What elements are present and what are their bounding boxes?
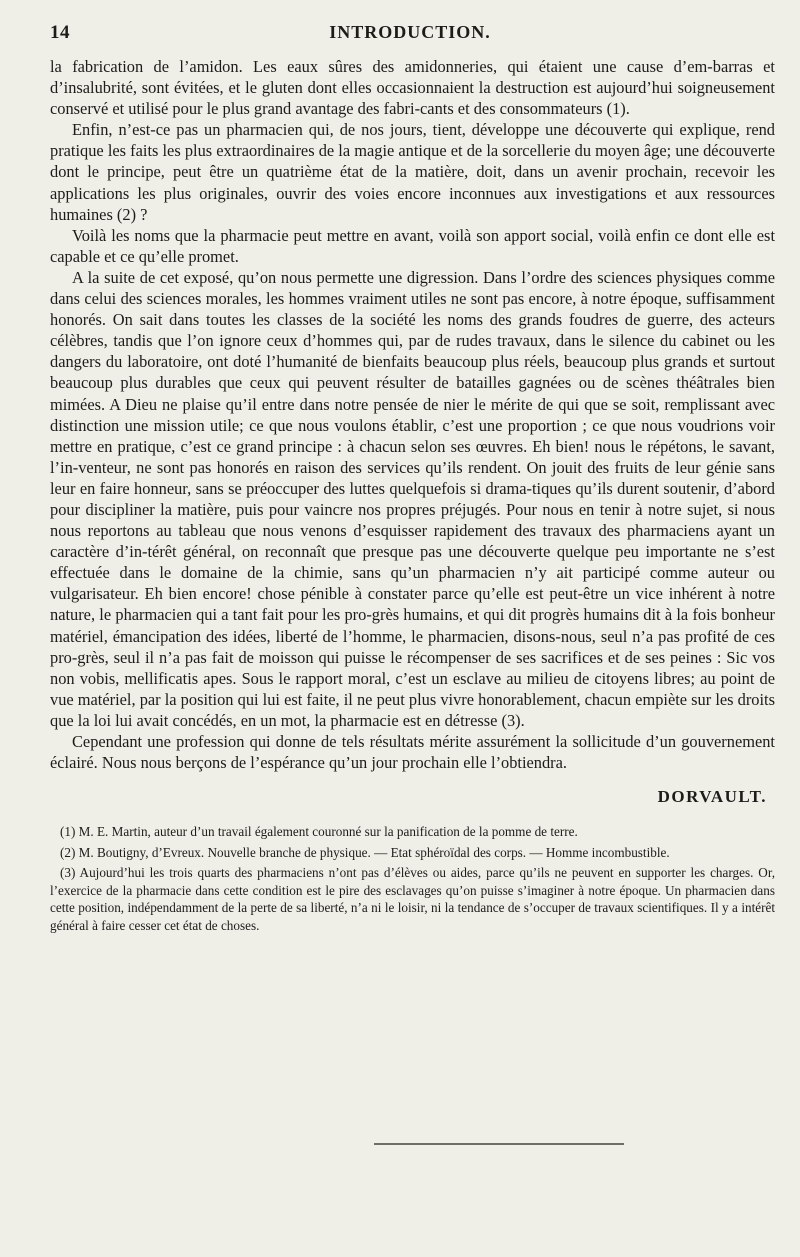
paragraph: Enfin, n’est-ce pas un pharmacien qui, de nos jours, tient, développe une découverte qui explique, rend pratique les faits les plus extraordinaires de la magie antique et de la sorcellerie du moyen âge; une découverte dont le principe, peut être un quatrième état de la matière, doit, dans un avenir prochain, recevoir les applications les plus originales, ouvrir des voies encore inconnues aux investigations et aux ressources humaines (2) ? [50, 120, 775, 224]
running-title: INTRODUCTION. [329, 22, 491, 42]
footnotes [50, 823, 775, 934]
paragraph: la fabrication de l’amidon. Les eaux sûres des amidonneries, qui étaient une cause d’em-barras et d’insalubrité, sont évitées, et le gluten dont elles occasionnaient la destruction est aujourd’hui soigneusement conservé et utilisé pour le plus grand avantage des fabri-cants et des consommateurs (1). [50, 57, 775, 119]
main-text [50, 56, 775, 937]
closing-rule [374, 1143, 624, 1145]
footnote: (3) Aujourd’hui les trois quarts des pharmaciens n’ont pas d’élèves ou aides, parce qu’ils ne peuvent en supporter les charges. Or, l’exercice de la pharmacie dans cette condition est le pire des esclavages qu’on puisse s’imaginer à notre époque. Un pharmacien dans cette position, indépendamment de la perte de sa liberté, n’a ni le loisir, ni la tendance de s’occuper de travaux scientifiques. Il y a intérêt général à faire cesser cet état de choses. [50, 865, 775, 933]
author-signature: DORVAULT. [657, 787, 767, 807]
footnote: (1) M. E. Martin, auteur d’un travail également couronné sur la panification de la pomme de terre. [60, 824, 578, 840]
footnote: (2) M. Boutigny, d’Evreux. Nouvelle branche de physique. — Etat sphéroïdal des corps. — Homme incombustible. [60, 844, 670, 860]
paragraph: Voilà les noms que la pharmacie peut mettre en avant, voilà son apport social, voilà enfin ce dont elle est capable et ce qu’elle promet. [50, 225, 775, 266]
page-header [50, 22, 770, 48]
paragraph: Cependant une profession qui donne de tels résultats mérite assurément la sollicitude d’un gouvernement éclairé. Nous nous berçons de l’espérance qu’un jour prochain elle l’obtiendra. [50, 732, 775, 773]
page-number: 14 [50, 22, 70, 43]
paragraph: A la suite de cet exposé, qu’on nous permette une digression. Dans l’ordre des sciences physiques comme dans celui des sciences morales, les hommes vraiment utiles ne sont pas encore, à notre époque, suffisamment honorés. On sait dans toutes les classes de la société les noms des grands foudres de guerre, des acteurs célèbres, tandis que l’on ignore ceux d’hommes qui, par de rudes travaux, dans le silence du cabinet ou les dangers du laboratoire, ont doté l’humanité de bienfaits beaucoup plus réels, beaucoup plus grands et surtout beaucoup plus durables que ceux qui peuvent résulter de batailles gagnées ou de scènes théâtrales bien mimées. A Dieu ne plaise qu’il entre dans notre pensée de nier le mérite de qui que se soit, remplissant avec distinction une mission utile; ce que nous voulons établir, c’est une proportion ; ce que nous voudrions voir mettre en pratique, c’est ce grand principe : à chacun selon ses œuvres. Eh bien! nous le répétons, le savant, l’in-venteur, ne sont pas honorés en raison des services qu’ils rendent. On jouit des fruits de leur génie sans leur en faire honneur, sans se préoccuper des luttes quelquefois si drama-tiques qu’ils durent soutenir, d’abord pour discipliner la matière, puis pour vaincre nos propres préjugés. Pour nous en tenir à notre sujet, si nous nous reportons au tableau que nous venons d’esquisser rapidement des travaux des pharmaciens ayant un caractère d’in-térêt général, on reconnaît que presque pas une découverte quelque peu importante ne s’est effectuée dans le domaine de la chimie, sans qu’un pharmacien n’y ait participé comme auteur ou vulgarisateur. Eh bien encore! chose pénible à constater parce qu’elle est peut-être un vice inhérent à notre nature, le pharmacien qui a tant fait pour les pro-grès humains, et qui dit progrès humains dit à la fois bonheur matériel, émancipation des idées, liberté de l’homme, le pharmacien, disons-nous, seul n’a pas profité de ces pro-grès, seul il n’a pas fait de moisson qui puisse le récompenser de ses sacrifices et de ses peines : Sic vos non vobis, mellificatis apes. Sous le rapport moral, c’est un esclave au milieu de citoyens libres; au point de vue matériel, par la position qui lui est faite, il ne peut plus vivre honorablement, chacun empiète sur les droits que la loi lui avait concédés, en un mot, la pharmacie est en détresse (3). [50, 267, 775, 730]
